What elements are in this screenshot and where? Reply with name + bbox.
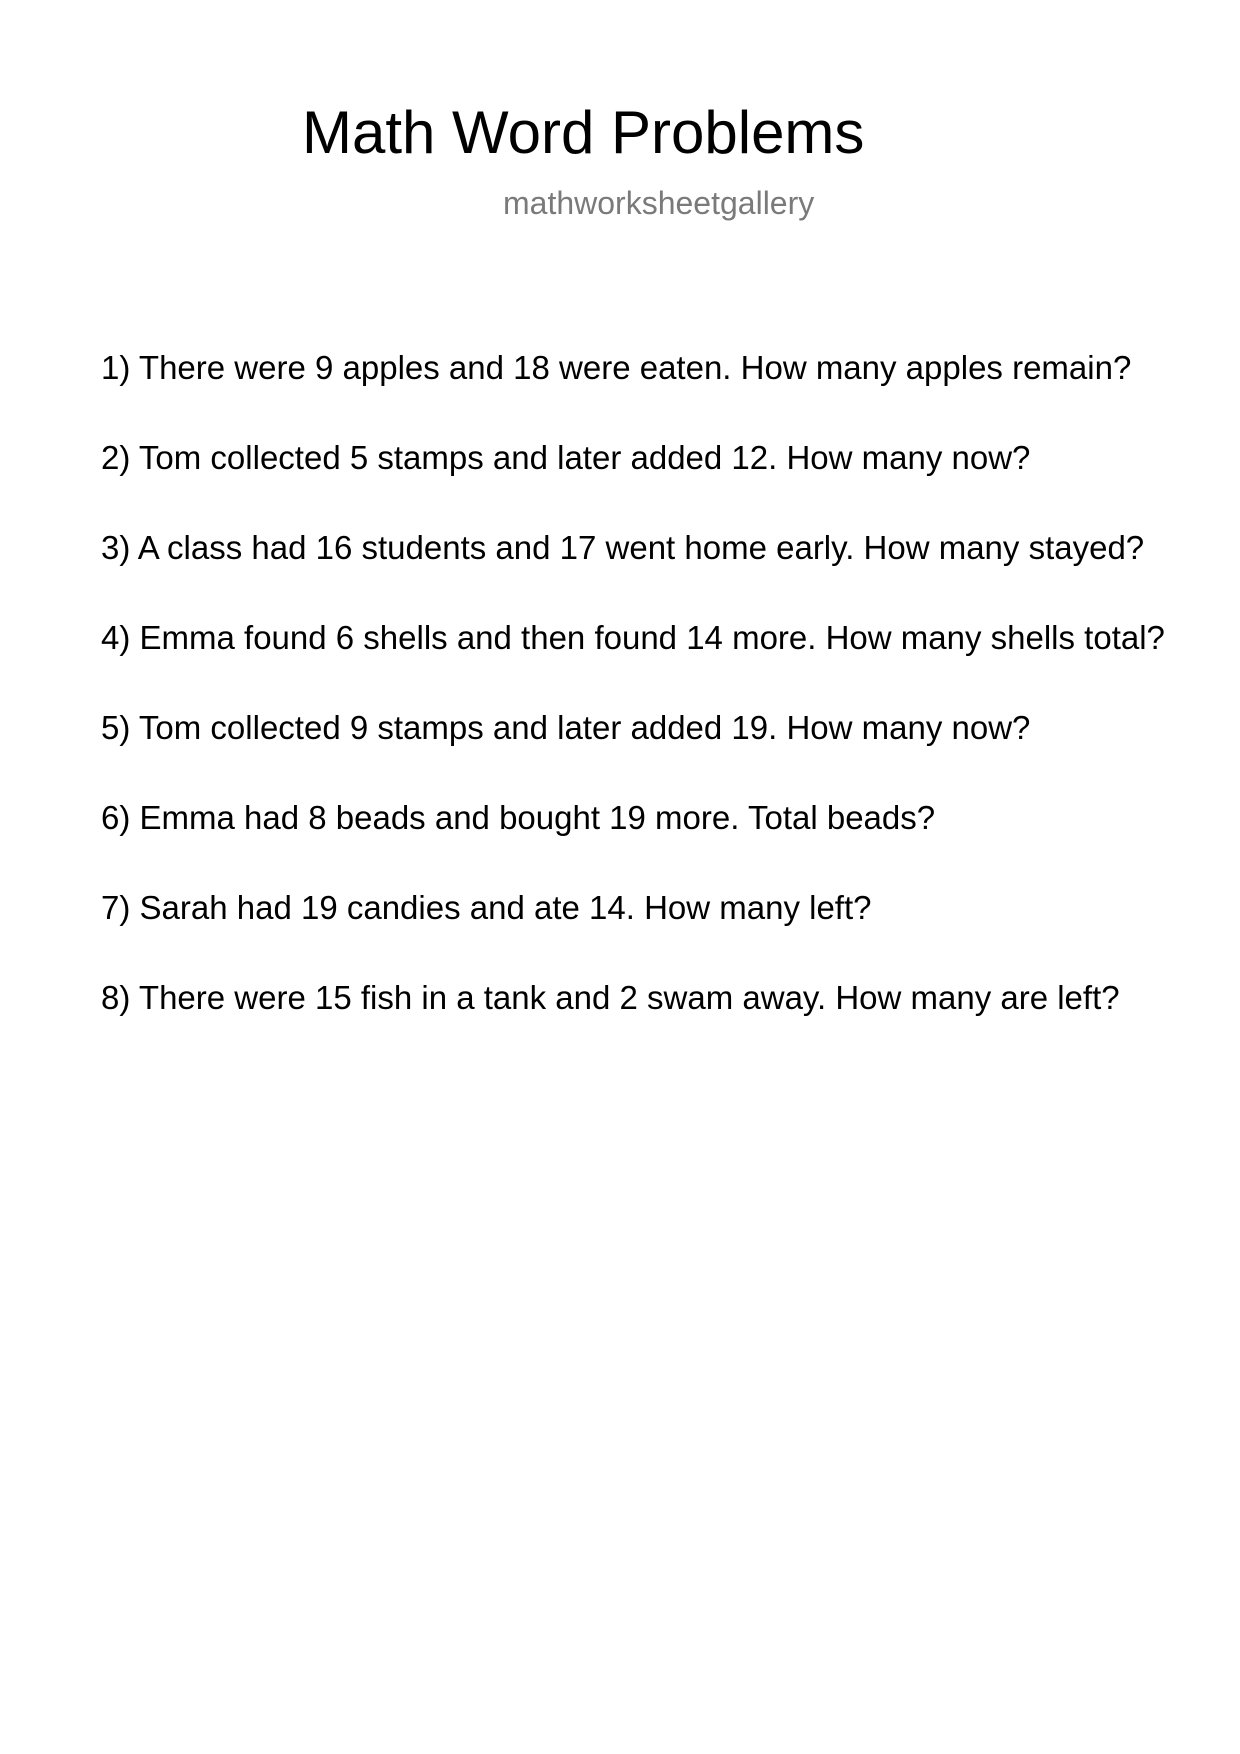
problem-item: 6) Emma had 8 beads and bought 19 more. Total beads? (101, 799, 936, 836)
problem-item: 7) Sarah had 19 candies and ate 14. How many left? (101, 889, 872, 926)
problem-item: 5) Tom collected 9 stamps and later added 19. How many now? (101, 709, 1031, 746)
problem-item: 3) A class had 16 students and 17 went home early. How many stayed? (101, 529, 1145, 566)
problem-item: 1) There were 9 apples and 18 were eaten. How many apples remain? (101, 349, 1132, 386)
page-subtitle: mathworksheetgallery (503, 185, 815, 221)
page-title: Math Word Problems (302, 99, 865, 166)
problem-list (101, 348, 1165, 1068)
problem-item: 8) There were 15 fish in a tank and 2 swam away. How many are left? (101, 979, 1120, 1016)
problem-item: 2) Tom collected 5 stamps and later added 12. How many now? (101, 439, 1031, 476)
problem-item: 4) Emma found 6 shells and then found 14 more. How many shells total? (101, 619, 1165, 656)
